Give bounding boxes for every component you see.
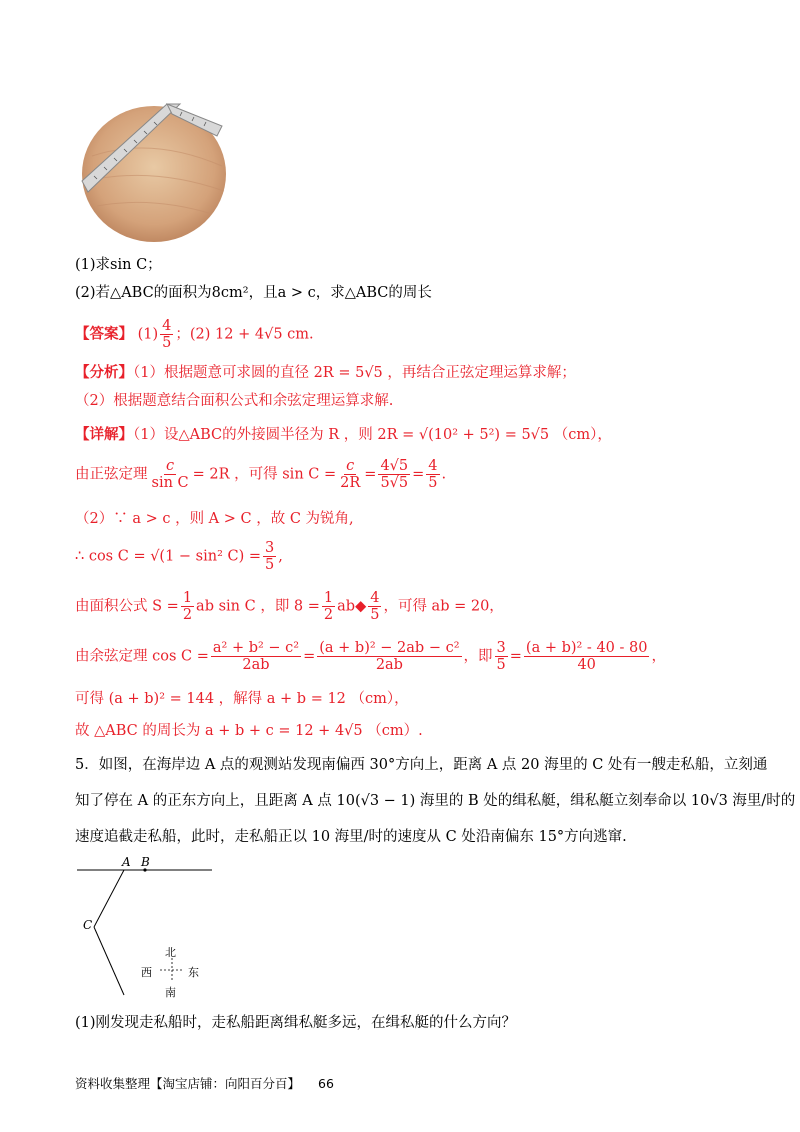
frac-den: 2ab [375, 657, 403, 673]
frac-num: 4 [162, 318, 172, 334]
frac-den: 2ab [242, 657, 270, 673]
frac-den: 5 [496, 657, 506, 673]
frac-num: 4√5 [380, 458, 409, 474]
frac-num: 3 [496, 640, 506, 656]
frac-den: sin C [151, 475, 189, 491]
detail-line-7: 可得 (a + b)² = 144 ，解得 a + b = 12 （cm）， [75, 691, 409, 707]
fraction [378, 458, 410, 491]
footer-text: 资料收集整理【淘宝店铺：向阳百分百】 [75, 1076, 301, 1091]
fraction [322, 590, 335, 623]
text: = [364, 466, 377, 483]
text: = [509, 648, 522, 665]
footer [75, 1074, 334, 1092]
text: 由余弦定理 cos C = [75, 648, 209, 665]
label-a: A [122, 855, 131, 869]
analysis-text-1: （1）根据题意可求圆的直径 2R = 5√5 ，再结合正弦定理运算求解； [133, 365, 576, 381]
text: ∴ cos C = √(1 − sin² C) = [75, 548, 262, 565]
answer-tag: 【答案】 [75, 326, 133, 343]
detail-line-3: （2）∵ a > c ，则 A > C ，故 C 为锐角, [75, 511, 354, 527]
frac-num: (a + b)² - 40 - 80 [525, 640, 648, 656]
frac-num: 1 [323, 590, 334, 606]
text: ，可得 ab = 20， [383, 598, 504, 615]
compass-east: 东 [188, 966, 199, 979]
problem5-line-2: 知了停在 A 的正东方向上，且距离 A 点 10(√3 − 1) 海里的 B 处的缉私艇，缉私艇立刻奉命以 10√3 海里/时的 [75, 793, 796, 809]
text: , [278, 548, 283, 565]
answer-part2: ；(2) 12 + 4√5 cm. [175, 326, 314, 343]
label-b: B [141, 855, 150, 869]
answer-line [75, 318, 314, 351]
frac-den: 40 [577, 657, 596, 673]
text: 由面积公式 S = [75, 598, 179, 615]
detail-tag: 【详解】 [75, 427, 133, 443]
frac-num: c [166, 458, 175, 474]
problem5-line-3: 速度追截走私船，此时，走私船正以 10 海里/时的速度从 C 处沿南偏东 15°方向逃窜. [75, 829, 627, 845]
frac-den: 5√5 [380, 475, 409, 491]
compass-south: 南 [165, 986, 176, 999]
text: = 2R ，可得 sin C = [192, 466, 337, 483]
frac-den: 2 [182, 607, 193, 623]
label-c: C [83, 918, 93, 932]
frac-num: 4 [370, 590, 380, 606]
answer-part1-prefix: (1) [137, 326, 159, 343]
text: ab sin C ，即 8 = [196, 598, 320, 615]
frac-den: 2R [340, 475, 361, 491]
detail-text-1: （1）设△ABC的外接圆半径为 R ，则 2R = √(10² + 5²) = 5√5 （cm）， [133, 427, 612, 443]
detail-line-1 [75, 424, 612, 446]
text: ，即 [463, 648, 493, 665]
frac-num: a² + b² − c² [212, 640, 300, 656]
text: . [441, 466, 447, 483]
fraction [263, 540, 276, 573]
text: 由正弦定理 [75, 466, 148, 483]
fraction [495, 640, 508, 673]
text: = [412, 466, 425, 483]
detail-line-2 [75, 458, 446, 491]
frac-num: c [346, 458, 355, 474]
fraction [181, 590, 194, 623]
detail-line-6 [75, 640, 666, 673]
frac-den: 5 [370, 607, 380, 623]
text: ， [651, 648, 666, 665]
text: ab◆ [337, 598, 367, 615]
frac-den: 5 [162, 335, 172, 351]
frac-num: 4 [428, 458, 438, 474]
fraction [150, 458, 191, 491]
fraction [426, 458, 439, 491]
frac-den: 5 [265, 557, 275, 573]
detail-line-8: 故 △ABC 的周长为 a + b + c = 12 + 4√5 （cm）. [75, 723, 423, 739]
text: = [303, 648, 316, 665]
frac-num: 1 [182, 590, 193, 606]
fraction [317, 640, 461, 673]
question-1: (1)求sin C； [75, 257, 162, 273]
fraction [524, 640, 650, 673]
frac-num: 3 [265, 540, 275, 556]
fraction [368, 590, 381, 623]
problem5-question-1: (1)刚发现走私船时，走私船距离缉私艇多远，在缉私艇的什么方向？ [75, 1015, 517, 1031]
question-2: (2)若△ABC的面积为8cm²，且a > c，求△ABC的周长 [75, 285, 432, 301]
compass-north: 北 [165, 946, 176, 959]
frac-num: (a + b)² − 2ab − c² [319, 640, 460, 656]
fraction [338, 458, 362, 491]
frac-den: 2 [323, 607, 334, 623]
wood-disc-photo [72, 96, 232, 246]
fraction [211, 640, 301, 673]
detail-line-4 [75, 540, 283, 573]
analysis-tag: 【分析】 [75, 365, 133, 381]
frac-den: 5 [428, 475, 438, 491]
problem5-line-1: 5．如图，在海岸边 A 点的观测站发现南偏西 30°方向上，距离 A 点 20 海里的 C 处有一艘走私船，立刻通 [75, 757, 768, 773]
answer-part1-fraction [160, 318, 173, 351]
page-number: 66 [318, 1076, 334, 1091]
compass-west: 西 [141, 966, 152, 979]
analysis-line-1 [75, 362, 576, 384]
detail-line-5 [75, 590, 504, 623]
analysis-line-2: （2）根据题意结合面积公式和余弦定理运算求解. [75, 393, 394, 409]
